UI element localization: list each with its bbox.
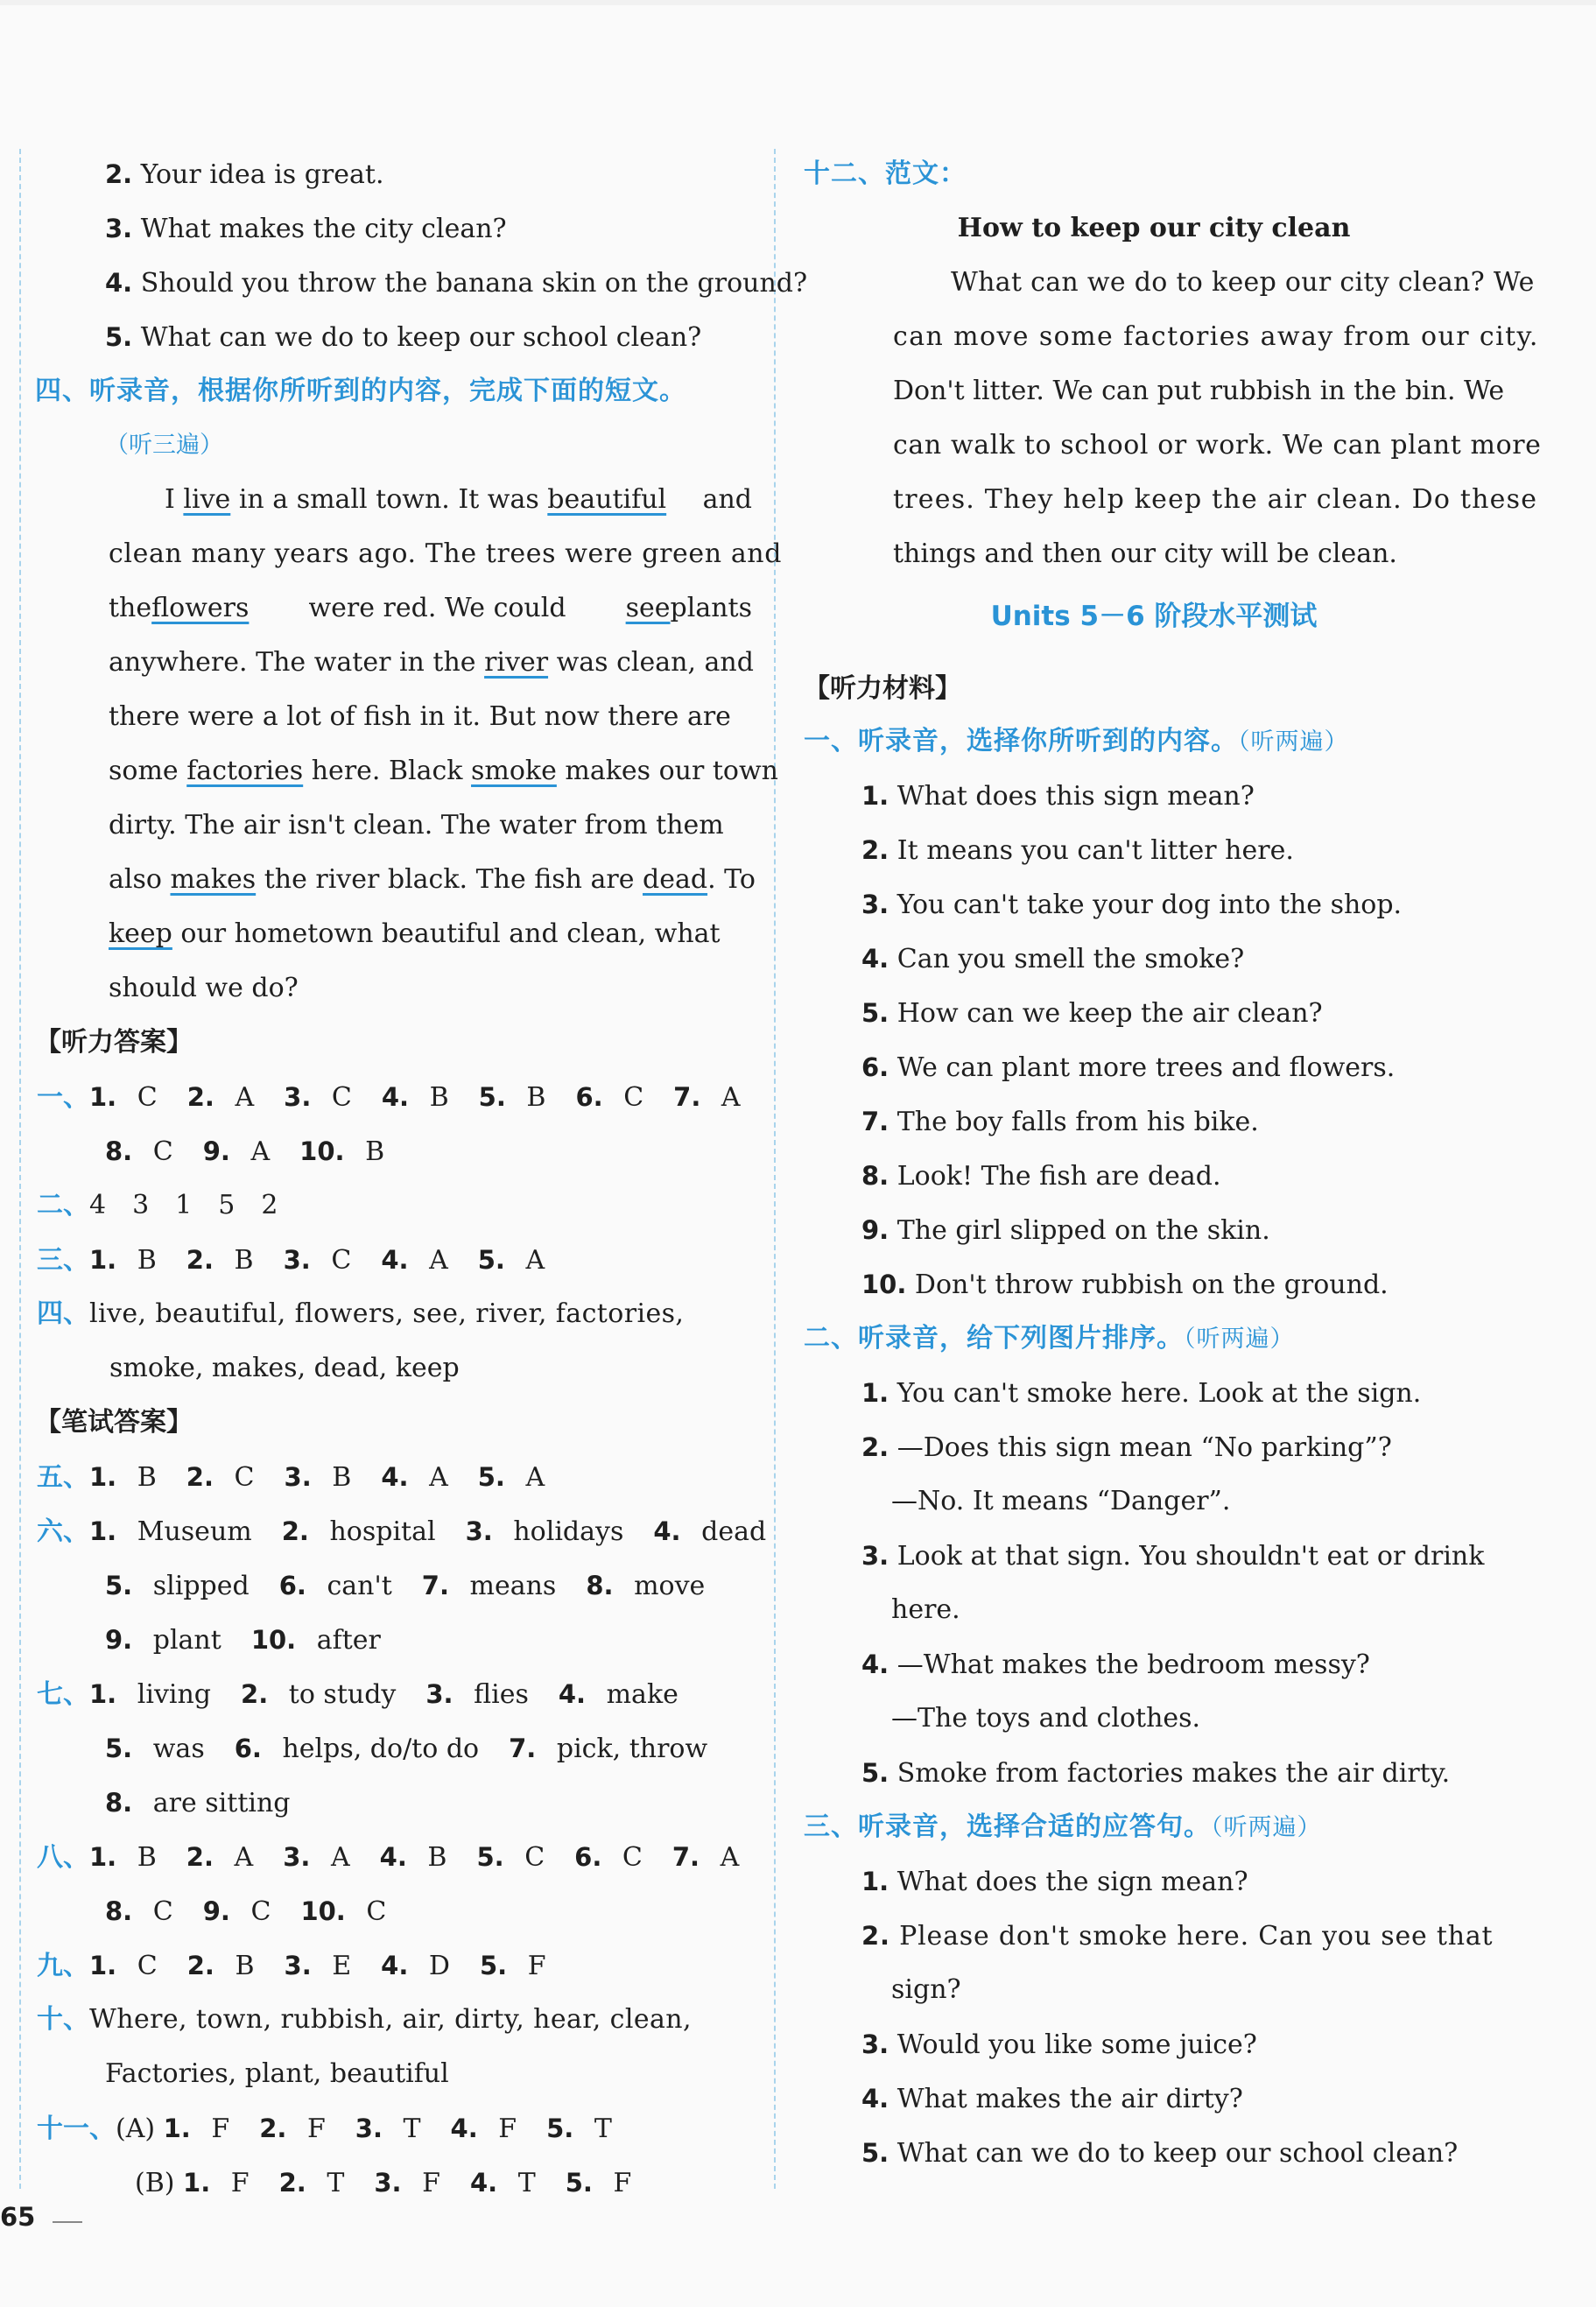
answer-row-8b	[44, 1884, 755, 1938]
answer-value: move	[634, 1571, 706, 1601]
answer-number: 1.	[89, 1462, 117, 1492]
answer-number: 3.	[374, 2168, 402, 2198]
answer-number: 3.	[284, 1951, 312, 1980]
answer-value: C	[331, 1245, 352, 1276]
answer-value: A	[250, 1136, 271, 1167]
material-item	[804, 1149, 1504, 1203]
answer-number: 7.	[673, 1082, 701, 1112]
passage-line: dirty. The air isn't clean. The water from them	[109, 810, 724, 841]
answer-value: T	[327, 2168, 345, 2198]
answer-value: flies	[474, 1679, 529, 1710]
answer-value: hospital	[329, 1516, 436, 1547]
blank-answer: factories	[186, 756, 304, 786]
answer-row-9: 九、1. C 2. B 3. E 4. D 5. F	[37, 1951, 546, 1981]
answer-number: 3.	[283, 1245, 311, 1275]
material-item: 2. —Does this sign mean “No parking”?	[861, 1432, 1392, 1463]
material-item-cont: here.	[891, 1594, 960, 1625]
answer-value: C	[623, 1082, 644, 1113]
answer-number: 5.	[478, 1082, 506, 1112]
answer-row-10: 十、Where, town, rubbish, air, dirty, hear, clean,	[37, 2004, 692, 2035]
right-column	[804, 147, 1542, 2180]
answer-value: A	[330, 1842, 350, 1873]
answer-row-4: 四、live, beautiful, flowers, see, river, factories,	[37, 1298, 685, 1329]
essay	[804, 256, 1542, 581]
passage-line: also makes the river black. The fish are dead. To	[109, 864, 756, 895]
answer-row-7: 七、1. living 2. to study 3. flies 4. make	[37, 1679, 678, 1710]
answer-value: after	[316, 1625, 381, 1656]
answer-number: 10.	[299, 1136, 345, 1166]
answer-number: 2.	[281, 1516, 309, 1546]
answer-number: 7.	[671, 1842, 700, 1872]
item-text: It means you can't litter here.	[896, 835, 1294, 866]
passage-line: there were a lot of fish in it. But now there are	[109, 701, 731, 732]
answer-number: 3.	[284, 1462, 312, 1492]
answer-number: 4.	[381, 1082, 410, 1112]
answer-number: 9.	[202, 1136, 230, 1166]
item-text: Can you smell the smoke?	[896, 944, 1245, 974]
answer-number: 2.	[186, 1462, 214, 1492]
item-number: 7.	[861, 1107, 889, 1136]
answer-value: slipped	[152, 1571, 250, 1601]
answer-number: 4.	[381, 1462, 409, 1492]
answer-row-6: 六、1. Museum 2. hospital 3. holidays 4. dead	[37, 1516, 767, 1547]
answer-value: Museum	[137, 1516, 252, 1547]
item-text: The boy falls from his bike.	[896, 1107, 1259, 1137]
passage-line: anywhere. The water in the river was clean, and	[109, 647, 754, 678]
answer-number: 5.	[476, 1842, 504, 1872]
item-number: 4.	[861, 944, 889, 974]
answer-row-1b	[44, 1124, 755, 1178]
answer-value: B	[365, 1136, 385, 1167]
item-number: 1.	[861, 781, 889, 811]
answer-value: A	[525, 1462, 545, 1493]
answer-number: 8.	[105, 1788, 133, 1818]
column-divider	[774, 149, 776, 2189]
section-4-title: 四、听录音，根据你所听到的内容，完成下面的短文。	[35, 376, 686, 406]
item-number: 10.	[861, 1270, 907, 1299]
material-item: 5. What can we do to keep our school clean?	[861, 2138, 1459, 2169]
item-number: 8.	[861, 1161, 889, 1191]
material-item: 4. —What makes the bedroom messy?	[861, 1649, 1370, 1680]
material-item	[804, 877, 1504, 932]
answer-number: 4.	[379, 1842, 407, 1872]
listening-material-header: 【听力材料】	[804, 673, 961, 704]
answer-number: 5.	[477, 1462, 505, 1492]
blank-answer: makes	[170, 864, 257, 895]
answer-value: to study	[288, 1679, 397, 1710]
material-section-1-list	[804, 769, 1504, 1312]
material-item: 4. What makes the air dirty?	[861, 2084, 1243, 2114]
material-item: 1. You can't smoke here. Look at the sign.	[861, 1378, 1422, 1409]
passage-line: some factories here. Black smoke makes our town	[109, 756, 778, 786]
answer-value: A	[235, 1082, 255, 1113]
answer-number: 4.	[450, 2114, 478, 2143]
answer-number: 1.	[183, 2168, 211, 2198]
page-number: 65	[0, 2202, 36, 2232]
q-item: 3. What makes the city clean?	[105, 214, 507, 244]
answer-number: 2.	[241, 1679, 269, 1709]
answer-number: 2.	[259, 2114, 287, 2143]
answer-value: A	[429, 1462, 448, 1493]
item-text: What does this sign mean?	[896, 781, 1255, 812]
answer-value: A	[720, 1842, 740, 1873]
answer-number: 8.	[105, 1136, 133, 1166]
answer-number: 1.	[89, 1516, 117, 1546]
material-item: 3. Would you like some juice?	[861, 2029, 1257, 2060]
item-number: 5.	[861, 998, 889, 1028]
answer-number: 5.	[105, 1734, 133, 1763]
listening-answers-header: 【听力答案】	[35, 1027, 193, 1058]
material-item	[804, 1203, 1504, 1257]
material-section-2-title: 二、听录音，给下列图片排序。（听两遍）	[804, 1323, 1295, 1354]
item-number: 2.	[861, 835, 889, 865]
answer-value: F	[306, 2114, 326, 2144]
left-column	[35, 147, 808, 2210]
passage	[44, 473, 783, 1016]
item-number: 3.	[861, 890, 889, 919]
answer-row-6b	[44, 1558, 755, 1613]
answer-value: C	[137, 1082, 158, 1113]
essay-line: can walk to school or work. We can plant more	[893, 430, 1542, 461]
material-item	[804, 769, 1504, 823]
answer-number: 8.	[586, 1571, 614, 1600]
item-text: Look! The fish are dead.	[896, 1161, 1221, 1192]
answer-value: B	[137, 1842, 157, 1873]
answer-number: 4.	[469, 2168, 498, 2198]
answer-number: 1.	[89, 1951, 117, 1980]
answer-number: 5.	[477, 1245, 505, 1275]
answer-row-11a: 十一、(A) 1. F 2. F 3. T 4. F 5. T	[37, 2114, 612, 2144]
answer-number: 6.	[234, 1734, 262, 1763]
answer-value: F	[211, 2114, 230, 2144]
answer-value: D	[428, 1951, 450, 1981]
passage-line: keep our hometown beautiful and clean, what	[109, 918, 721, 949]
blank-answer: keep	[109, 918, 172, 949]
blank-answer: river	[484, 647, 549, 678]
answer-value: F	[230, 2168, 250, 2198]
item-number: 9.	[861, 1215, 889, 1245]
answer-number: 3.	[355, 2114, 383, 2143]
answer-value: living	[137, 1679, 212, 1710]
answer-value: B	[332, 1462, 352, 1493]
blank-answer: flowers	[151, 593, 250, 623]
passage-line: I live in a small town. It was beautiful and	[165, 484, 752, 515]
answer-value: pick, throw	[556, 1734, 708, 1764]
answer-value: B	[234, 1245, 254, 1276]
answer-number: 1.	[89, 1245, 117, 1275]
answer-row-7c	[44, 1776, 755, 1830]
answer-value: T	[403, 2114, 421, 2144]
material-section-1-title: 一、听录音，选择你所听到的内容。（听两遍）	[804, 726, 1349, 756]
answer-number: 4.	[381, 1245, 409, 1275]
answer-value: C	[137, 1951, 158, 1981]
answer-number: 2.	[186, 1245, 214, 1275]
answer-row-4b: smoke, makes, dead, keep	[109, 1353, 460, 1383]
essay-line: What can we do to keep our city clean? We	[951, 267, 1535, 298]
answer-number: 3.	[283, 1842, 311, 1872]
material-item-cont: —The toys and clothes.	[891, 1703, 1201, 1734]
passage-line: clean many years ago. The trees were green and	[109, 538, 783, 569]
answer-value: T	[594, 2114, 612, 2144]
item-text: How can we keep the air clean?	[896, 998, 1323, 1029]
answer-value: A	[721, 1082, 741, 1113]
answer-value: dead	[701, 1516, 767, 1547]
answer-value: T	[517, 2168, 536, 2198]
answer-number: 5.	[479, 1951, 508, 1980]
answer-value: C	[152, 1136, 173, 1167]
answer-number: 6.	[574, 1842, 602, 1872]
answer-value: C	[152, 1896, 173, 1927]
section-4-note: （听三遍）	[105, 432, 223, 459]
answer-row-10b: Factories, plant, beautiful	[105, 2058, 449, 2089]
answer-value: E	[332, 1951, 352, 1981]
answer-value: holidays	[513, 1516, 624, 1547]
material-item-cont: sign?	[891, 1974, 961, 2005]
written-answers-header: 【笔试答案】	[35, 1407, 193, 1438]
answer-number: 6.	[575, 1082, 603, 1112]
answer-number: 6.	[278, 1571, 306, 1600]
answer-value: helps, do/to do	[282, 1734, 480, 1764]
blank-answer: live	[183, 484, 231, 515]
material-item	[804, 1094, 1504, 1149]
answer-number: 9.	[202, 1896, 230, 1926]
material-section-3-title: 三、听录音，选择合适的应答句。（听两遍）	[804, 1811, 1322, 1842]
answer-value: C	[622, 1842, 643, 1873]
passage-line: the flowers were red. We could see plants	[109, 581, 752, 636]
answer-number: 3.	[425, 1679, 453, 1709]
material-item: 5. Smoke from factories makes the air dirty.	[861, 1758, 1451, 1789]
item-text: You can't take your dog into the shop.	[896, 890, 1403, 920]
blank-answer: dead	[643, 864, 708, 895]
answer-row-5: 五、1. B 2. C 3. B 4. A 5. A	[37, 1462, 545, 1493]
material-item	[804, 1040, 1504, 1094]
answer-row-11b: (B) 1. F 2. T 3. F 4. T 5. F	[135, 2168, 632, 2198]
answer-value: plant	[152, 1625, 221, 1656]
answer-value: F	[613, 2168, 632, 2198]
material-item	[804, 823, 1504, 877]
answer-number: 9.	[105, 1625, 133, 1655]
answer-number: 3.	[284, 1082, 312, 1112]
answer-value: B	[429, 1082, 449, 1113]
answer-value: C	[524, 1842, 545, 1873]
answer-value: make	[606, 1679, 678, 1710]
answer-number: 2.	[186, 1082, 214, 1112]
answer-number: 1.	[89, 1082, 117, 1112]
answer-value: was	[152, 1734, 205, 1764]
answer-value: C	[234, 1462, 255, 1493]
answer-number: 1.	[89, 1679, 117, 1709]
material-item: 3. Look at that sign. You shouldn't eat or drink	[861, 1541, 1485, 1572]
section-12-title: 十二、范文：	[804, 158, 967, 189]
blank-answer: smoke	[471, 756, 557, 786]
answer-value: A	[429, 1245, 448, 1276]
answer-number: 3.	[465, 1516, 493, 1546]
answer-number: 5.	[546, 2114, 574, 2143]
answer-number: 5.	[105, 1571, 133, 1600]
essay-line: can move some factories away from our city.	[893, 321, 1539, 352]
answer-value: A	[525, 1245, 545, 1276]
answer-value: F	[498, 2114, 517, 2144]
essay-title: How to keep our city clean	[957, 213, 1351, 243]
answer-row-8: 八、1. B 2. A 3. A 4. B 5. C 6. C 7. A	[37, 1842, 740, 1873]
answer-row-7b	[44, 1721, 755, 1776]
answer-value: B	[427, 1842, 447, 1873]
answer-number: 8.	[105, 1896, 133, 1926]
answer-number: 4.	[653, 1516, 681, 1546]
answer-row-6c	[44, 1613, 755, 1667]
answer-value: can't	[327, 1571, 392, 1601]
answer-value: B	[137, 1462, 157, 1493]
q-item: 4. Should you throw the banana skin on the ground?	[105, 268, 808, 299]
answer-number: 2.	[278, 2168, 306, 2198]
material-item: 1. What does the sign mean?	[861, 1867, 1248, 1897]
answer-number: 2.	[186, 1842, 214, 1872]
blank-answer: beautiful	[547, 484, 667, 515]
answer-value: A	[234, 1842, 254, 1873]
answer-number: 4.	[558, 1679, 587, 1709]
answer-value: B	[235, 1951, 255, 1981]
blank-answer: see	[625, 593, 671, 623]
answer-number: 1.	[89, 1842, 117, 1872]
answer-value: C	[250, 1896, 271, 1927]
answer-value: means	[469, 1571, 557, 1601]
q-item: 5. What can we do to keep our school clean?	[105, 322, 702, 353]
answer-number: 7.	[421, 1571, 449, 1600]
material-item: 2. Please don't smoke here. Can you see that	[861, 1921, 1494, 1952]
answer-number: 2.	[186, 1951, 214, 1980]
q-item: 2. Your idea is great.	[105, 159, 384, 190]
page-number-dash	[53, 2221, 82, 2223]
passage-line: should we do?	[109, 973, 299, 1003]
answer-value: B	[137, 1245, 157, 1276]
answer-row-2: 二、4 3 1 5 2	[37, 1190, 278, 1220]
answer-value: C	[331, 1082, 352, 1113]
answer-number: 1.	[163, 2114, 191, 2143]
answer-number: 10.	[300, 1896, 346, 1926]
left-margin-divider	[19, 149, 21, 2189]
answer-number: 4.	[381, 1951, 409, 1980]
material-item	[804, 986, 1504, 1040]
answer-row-3: 三、1. B 2. B 3. C 4. A 5. A	[37, 1245, 545, 1276]
material-item-cont: —No. It means “Danger”.	[891, 1486, 1231, 1516]
material-item	[804, 932, 1504, 986]
answer-value: C	[366, 1896, 387, 1927]
top-border	[0, 0, 1596, 5]
essay-line: things and then our city will be clean.	[893, 538, 1397, 569]
unit-test-title: Units 5－6 阶段水平测试	[990, 601, 1318, 632]
item-number: 6.	[861, 1052, 889, 1082]
answer-number: 7.	[509, 1734, 537, 1763]
answer-value: F	[422, 2168, 440, 2198]
item-text: The girl slipped on the skin.	[896, 1215, 1270, 1246]
item-text: We can plant more trees and flowers.	[896, 1052, 1396, 1083]
answer-row-1: 一、1. C 2. A 3. C 4. B 5. B 6. C 7. A	[37, 1082, 741, 1113]
answer-value: B	[526, 1082, 546, 1113]
answer-number: 5.	[565, 2168, 593, 2198]
answer-value: are sitting	[152, 1788, 291, 1818]
answer-number: 10.	[250, 1625, 297, 1655]
essay-line: trees. They help keep the air clean. Do these	[893, 484, 1538, 515]
essay-line: Don't litter. We can put rubbish in the bin. We	[893, 376, 1505, 406]
answer-value: F	[527, 1951, 546, 1981]
item-text: Don't throw rubbish on the ground.	[914, 1270, 1389, 1300]
material-item	[804, 1257, 1504, 1312]
